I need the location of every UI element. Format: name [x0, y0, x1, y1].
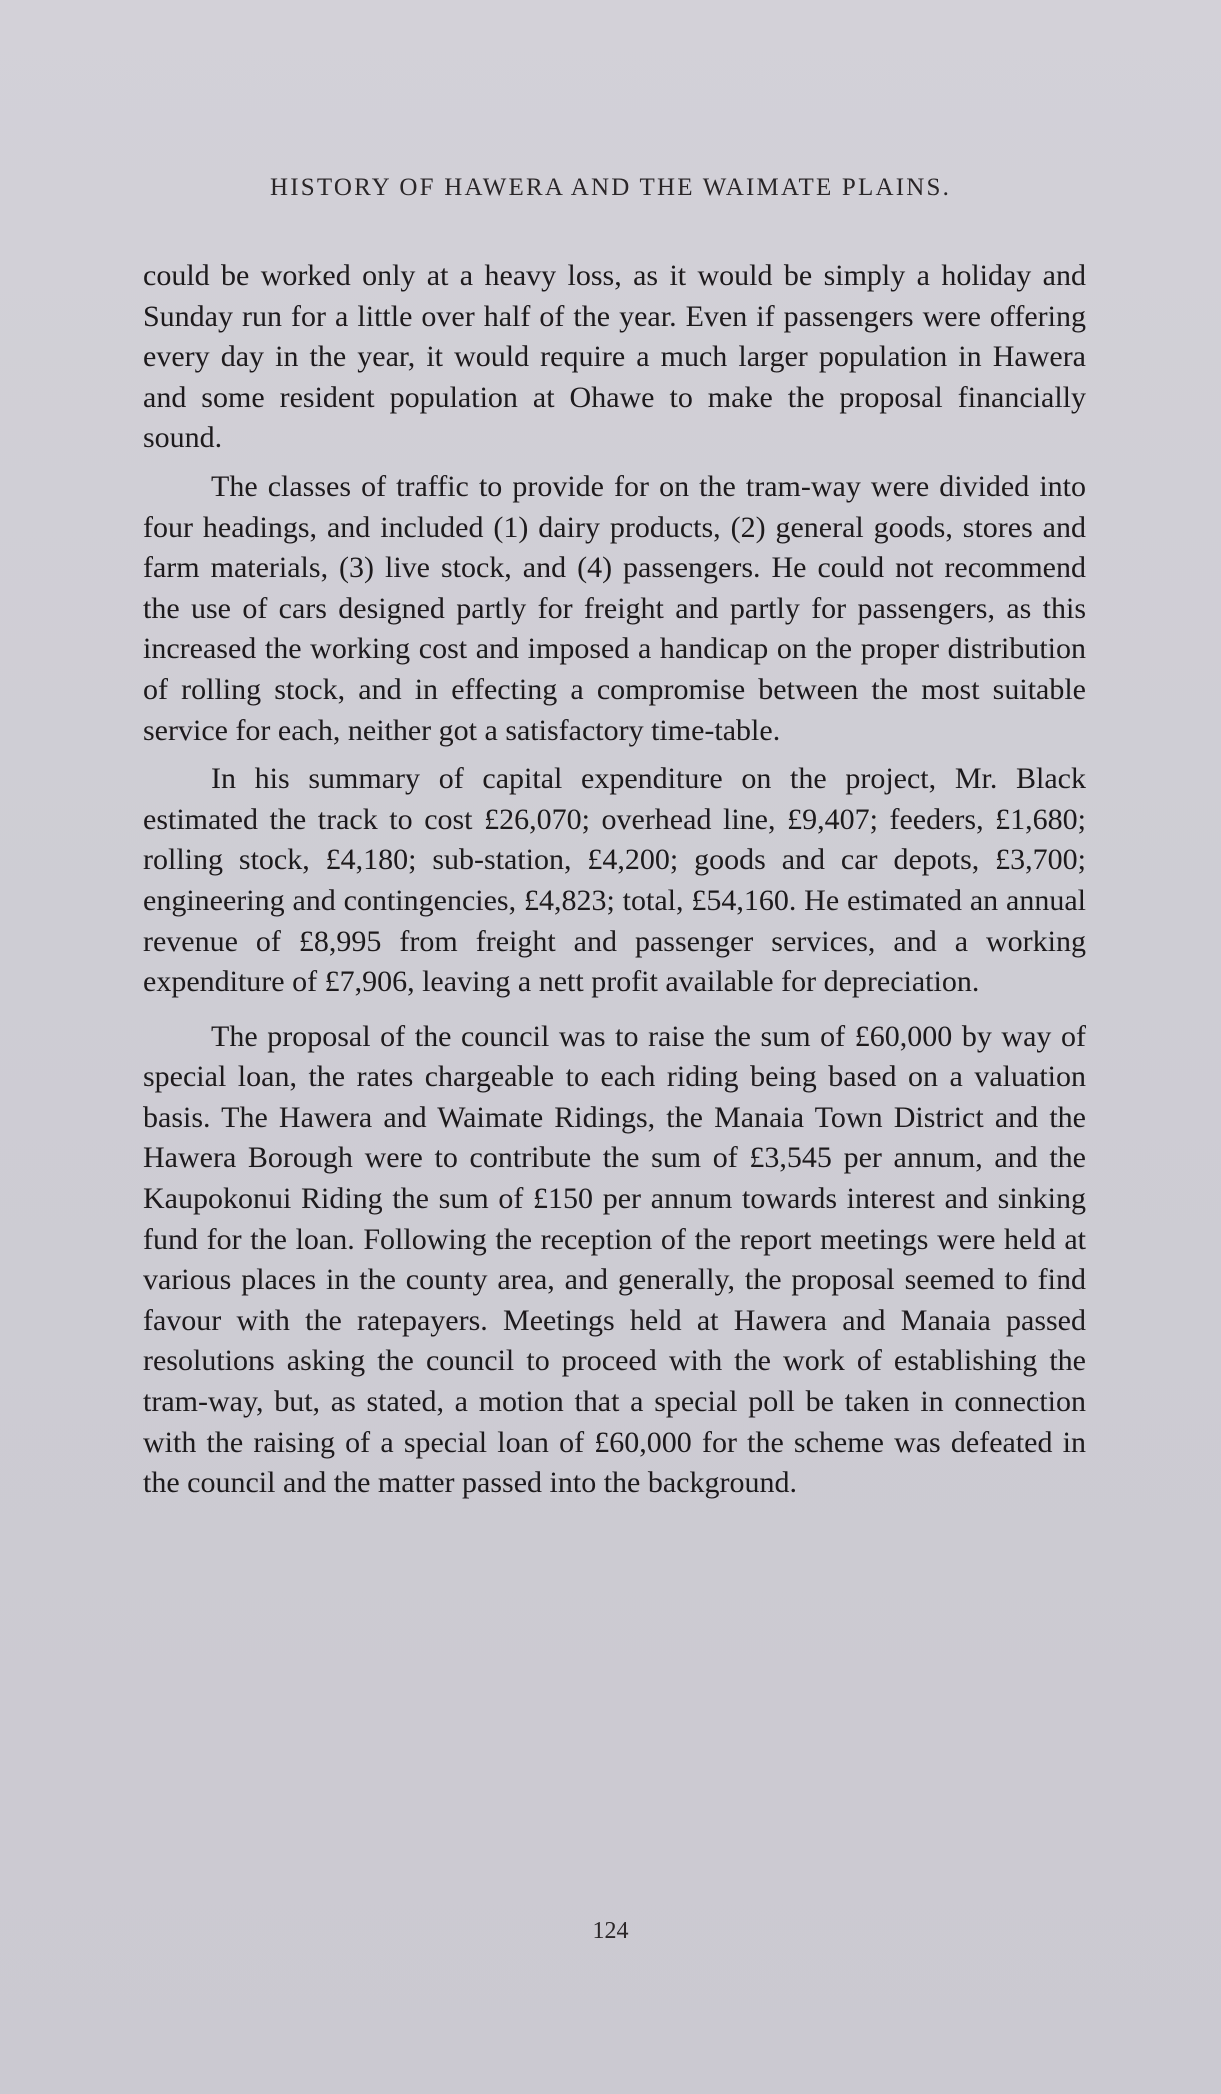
body-text: [143, 256, 1086, 1504]
paragraph-capital-expenditure: In his summary of capital expenditure on the project, Mr. Black estimated the track to cost £26,070; overhead line, £9,407; feeders, £1,680; rolling stock, £4,180; sub-station, £4,200; goods and car depots, £3,700; engineering and contingencies, £4,823; total, £54,160. He estimated an annual revenue of £8,995 from freight and passenger services, and a working expenditure of £7,906, leaving a nett profit available for depreciation.: [143, 762, 1086, 999]
paragraph-gap: [143, 751, 1086, 759]
paragraph-continuation: could be worked only at a heavy loss, as it would be simply a holiday and Sunday run for a little over half of the year. Even if passengers were offering every day in the year, it would require a much larger population in Hawera and some resident population at Ohawe to make the proposal financially sound.: [143, 259, 1086, 455]
paragraph-traffic-classes: The classes of traffic to provide for on the tram-way were divided into four headings, and included (1) dairy products, (2) general goods, stores and farm materials, (3) live stock, and (4) passengers. He could not recommend the use of cars designed partly for freight and partly for passengers, as this increased the working cost and imposed a handicap on the proper distribution of rolling stock, and in effecting a compromise between the most suitable service for each, neither got a satisfactory time-table.: [143, 469, 1086, 747]
paragraph-gap: [143, 459, 1086, 467]
page-number: 124: [592, 1918, 629, 1944]
paragraph-council-proposal: The proposal of the council was to raise the sum of £60,000 by way of special loan, the rates chargeable to each riding being based on a valuation basis. The Hawera and Waimate Ridings, the Manaia Town District and the Hawera Borough were to contribute the sum of £3,545 per annum, and the Kaupokonui Riding the sum of £150 per annum towards interest and sinking fund for the loan. Following the reception of the report meetings were held at various places in the county area, and generally, the proposal seemed to find favour with the ratepayers. Meetings held at Hawera and Manaia passed resolutions asking the council to proceed with the work of establishing the tram-way, but, as stated, a motion that a special poll be taken in connection with the raising of a special loan of £60,000 for the scheme was defeated in the council and the matter passed into the background.: [143, 1019, 1086, 1500]
running-title: HISTORY OF HAWERA AND THE WAIMATE PLAINS.: [269, 174, 952, 201]
paragraph-gap: [143, 1003, 1086, 1017]
